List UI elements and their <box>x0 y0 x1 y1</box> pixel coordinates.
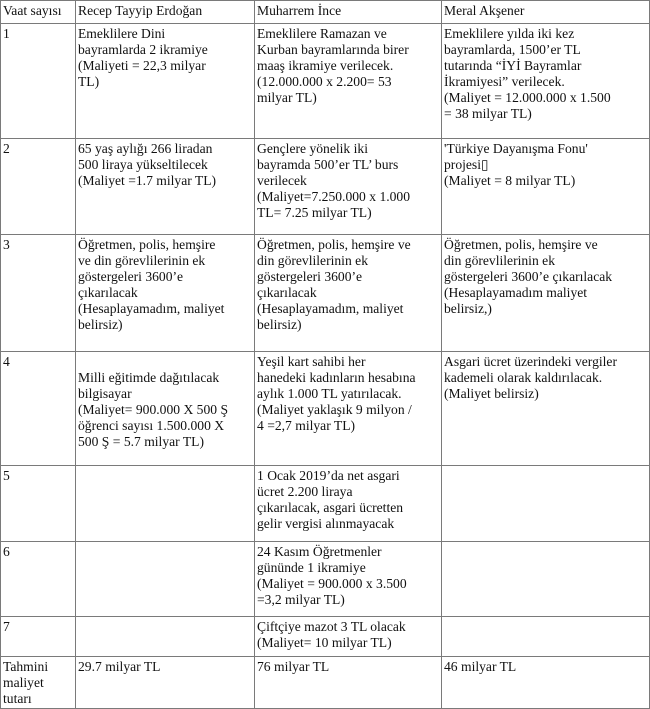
cell-text-line: Milli eğitimde dağıtılacak <box>78 370 220 385</box>
promise-number-cell <box>1 235 76 352</box>
cell-text-line: göstergeleri 3600’e çıkarılacak <box>444 269 613 284</box>
total-cost-value: 46 milyar TL <box>444 659 517 674</box>
cell-text-line: belirsiz,) <box>444 301 492 316</box>
cell-text-line: Asgari ücret üzerindeki vergiler <box>444 354 617 369</box>
cell-text-line: Gençlere yönelik iki <box>257 141 368 156</box>
aksener-promise-cell <box>442 466 650 542</box>
cell-text-line: belirsiz) <box>78 317 123 332</box>
total-cost-row <box>1 657 650 709</box>
cell-text-line: bayramda 500’er TL’ burs <box>257 157 399 172</box>
cell-text-line: Kurban bayramlarında birer <box>257 42 409 57</box>
cell-text-line: 'Türkiye Dayanışma Fonu' <box>444 141 588 156</box>
promise-number-cell <box>1 542 76 617</box>
aksener-promise-cell <box>442 352 650 466</box>
cell-text-line: (Maliyet belirsiz) <box>444 386 539 401</box>
cell-text-line: kademeli olarak kaldırılacak. <box>444 370 603 385</box>
cell-text-line: (Maliyet=7.250.000 x 1.000 <box>257 189 411 204</box>
cell-text-line: din görevlilerinin ek <box>444 253 555 268</box>
aksener-promise-cell <box>442 542 650 617</box>
total-cost-value: 29.7 milyar TL <box>78 659 161 674</box>
cell-text-line: belirsiz) <box>257 317 302 332</box>
erdogan-promise-cell <box>76 235 255 352</box>
cell-text-line: (Maliyet= 900.000 X 500 Ş <box>78 402 229 417</box>
table-body <box>1 24 650 709</box>
ince-promise-cell <box>255 617 442 657</box>
cell-text-line: (Maliyet = 12.000.000 x 1.500 <box>444 90 611 105</box>
cell-text-line: gelir vergisi alınmayacak <box>257 516 395 531</box>
cell-text-line: Emeklilere Ramazan ve <box>257 26 387 41</box>
cell-text-line: Emeklilere Dini <box>78 26 166 41</box>
ince-promise-cell <box>255 352 442 466</box>
cell-text-line: (Maliyet = 8 milyar TL) <box>444 173 576 188</box>
cell-text-line: TL) <box>78 74 100 89</box>
header-cell-aksener: Meral Akşener <box>442 1 650 24</box>
cell-text-line: Tahmini <box>3 659 49 674</box>
ince-promise-cell <box>255 542 442 617</box>
cell-text-line: din görevlilerinin ek <box>257 253 368 268</box>
ince-promise-cell <box>255 24 442 139</box>
cell-text-line: = 38 milyar TL) <box>444 106 532 121</box>
cell-text-line: (Maliyet =1.7 milyar TL) <box>78 173 217 188</box>
ince-promise-cell <box>255 235 442 352</box>
aksener-promise-cell <box>442 235 650 352</box>
cell-text-line: Emeklilere yılda iki kez <box>444 26 575 41</box>
promise-number: 4 <box>3 354 10 369</box>
cell-text-line: Öğretmen, polis, hemşire <box>78 237 216 252</box>
cell-text-line: (12.000.000 x 2.200= 53 <box>257 74 392 89</box>
total-cost-erdogan <box>76 657 255 709</box>
promise-number: 3 <box>3 237 10 252</box>
total-label-cell <box>1 657 76 709</box>
table-row <box>1 235 650 352</box>
aksener-promise-cell <box>442 24 650 139</box>
erdogan-promise-cell <box>76 139 255 235</box>
erdogan-promise-cell <box>76 24 255 139</box>
cell-text-line: (Hesaplayamadım maliyet <box>444 285 588 300</box>
cell-text-line: tutarı <box>3 691 32 706</box>
cell-text-line: (Maliyet = 900.000 x 3.500 <box>257 576 407 591</box>
promise-number: 6 <box>3 544 10 559</box>
erdogan-promise-cell <box>76 542 255 617</box>
cell-text-line: tutarında “İYİ Bayramlar <box>444 58 582 73</box>
header-cell-promise-no: Vaat sayısı <box>1 1 76 24</box>
cell-text-line: çıkarılacak <box>78 285 138 300</box>
cell-text-line: milyar TL) <box>257 90 317 105</box>
promise-number: 2 <box>3 141 10 156</box>
cell-text-line: 24 Kasım Öğretmenler <box>257 544 382 559</box>
promise-number: 1 <box>3 26 10 41</box>
table-row <box>1 617 650 657</box>
total-cost-aksener <box>442 657 650 709</box>
cell-text-line: ve din görevlilerinin ek <box>78 253 206 268</box>
cell-text-line: Öğretmen, polis, hemşire ve <box>257 237 411 252</box>
cell-text-line: 4 =2,7 milyar TL) <box>257 418 356 433</box>
cell-text-line: (Maliyeti = 22,3 milyar <box>78 58 206 73</box>
cell-text-line: Öğretmen, polis, hemşire ve <box>444 237 598 252</box>
cell-text-line: maaş ikramiye verilecek. <box>257 58 394 73</box>
cell-text-line: TL= 7.25 milyar TL) <box>257 205 372 220</box>
header-cell-erdogan: Recep Tayyip Erdoğan <box>76 1 255 24</box>
cell-text-line: verilecek <box>257 173 307 188</box>
promise-number-cell <box>1 466 76 542</box>
cell-text-line: projesi▯ <box>444 157 489 172</box>
promise-number: 7 <box>3 619 10 634</box>
table-row <box>1 139 650 235</box>
cell-text-line: göstergeleri 3600’e <box>78 269 184 284</box>
promise-number-cell <box>1 139 76 235</box>
cell-text-line: bayramlarda, 1500’er TL <box>444 42 581 57</box>
table-row <box>1 352 650 466</box>
ince-promise-cell <box>255 466 442 542</box>
cell-text-line: hanedeki kadınların hesabına <box>257 370 416 385</box>
cell-text-line: 1 Ocak 2019’da net asgari <box>257 468 400 483</box>
promise-number-cell <box>1 352 76 466</box>
cell-text-line: =3,2 milyar TL) <box>257 592 345 607</box>
cell-text-line: (Hesaplayamadım, maliyet <box>257 301 404 316</box>
header-row <box>1 1 650 24</box>
cell-text-line: 500 Ş = 5.7 milyar TL) <box>78 434 204 449</box>
promise-number-cell <box>1 24 76 139</box>
erdogan-promise-cell <box>76 352 255 466</box>
total-cost-ince <box>255 657 442 709</box>
cell-text-line: maliyet <box>3 675 44 690</box>
promise-number-cell <box>1 617 76 657</box>
table-row <box>1 24 650 139</box>
cell-text-line: ücret 2.200 liraya <box>257 484 353 499</box>
ince-promise-cell <box>255 139 442 235</box>
aksener-promise-cell <box>442 617 650 657</box>
erdogan-promise-cell <box>76 466 255 542</box>
cell-text-line: (Maliyet= 10 milyar TL) <box>257 635 392 650</box>
cell-text-line: Yeşil kart sahibi her <box>257 354 366 369</box>
erdogan-promise-cell <box>76 617 255 657</box>
promise-number: 5 <box>3 468 10 483</box>
cell-text-line: (Maliyet yaklaşık 9 milyon / <box>257 402 412 417</box>
cell-text-line <box>78 354 252 370</box>
cell-text-line: Çiftçiye mazot 3 TL olacak <box>257 619 406 634</box>
table-row <box>1 466 650 542</box>
cell-text-line: aylık 1.000 TL yatırılacak. <box>257 386 402 401</box>
cell-text-line: 500 liraya yükseltilecek <box>78 157 208 172</box>
cell-text-line: bayramlarda 2 ikramiye <box>78 42 208 57</box>
aksener-promise-cell <box>442 139 650 235</box>
cell-text-line: İkramiyesi” verilecek. <box>444 74 565 89</box>
cell-text-line: çıkarılacak, asgari ücretten <box>257 500 404 515</box>
cell-text-line: gününde 1 ikramiye <box>257 560 366 575</box>
header-cell-ince: Muharrem İnce <box>255 1 442 24</box>
cell-text-line: (Hesaplayamadım, maliyet <box>78 301 225 316</box>
cell-text-line: çıkarılacak <box>257 285 317 300</box>
cell-text-line: öğrenci sayısı 1.500.000 X <box>78 418 225 433</box>
table-row <box>1 542 650 617</box>
cell-text-line: 65 yaş aylığı 266 liradan <box>78 141 213 156</box>
cell-text-line: göstergeleri 3600’e <box>257 269 363 284</box>
cell-text-line: bilgisayar <box>78 386 132 401</box>
total-cost-value: 76 milyar TL <box>257 659 330 674</box>
